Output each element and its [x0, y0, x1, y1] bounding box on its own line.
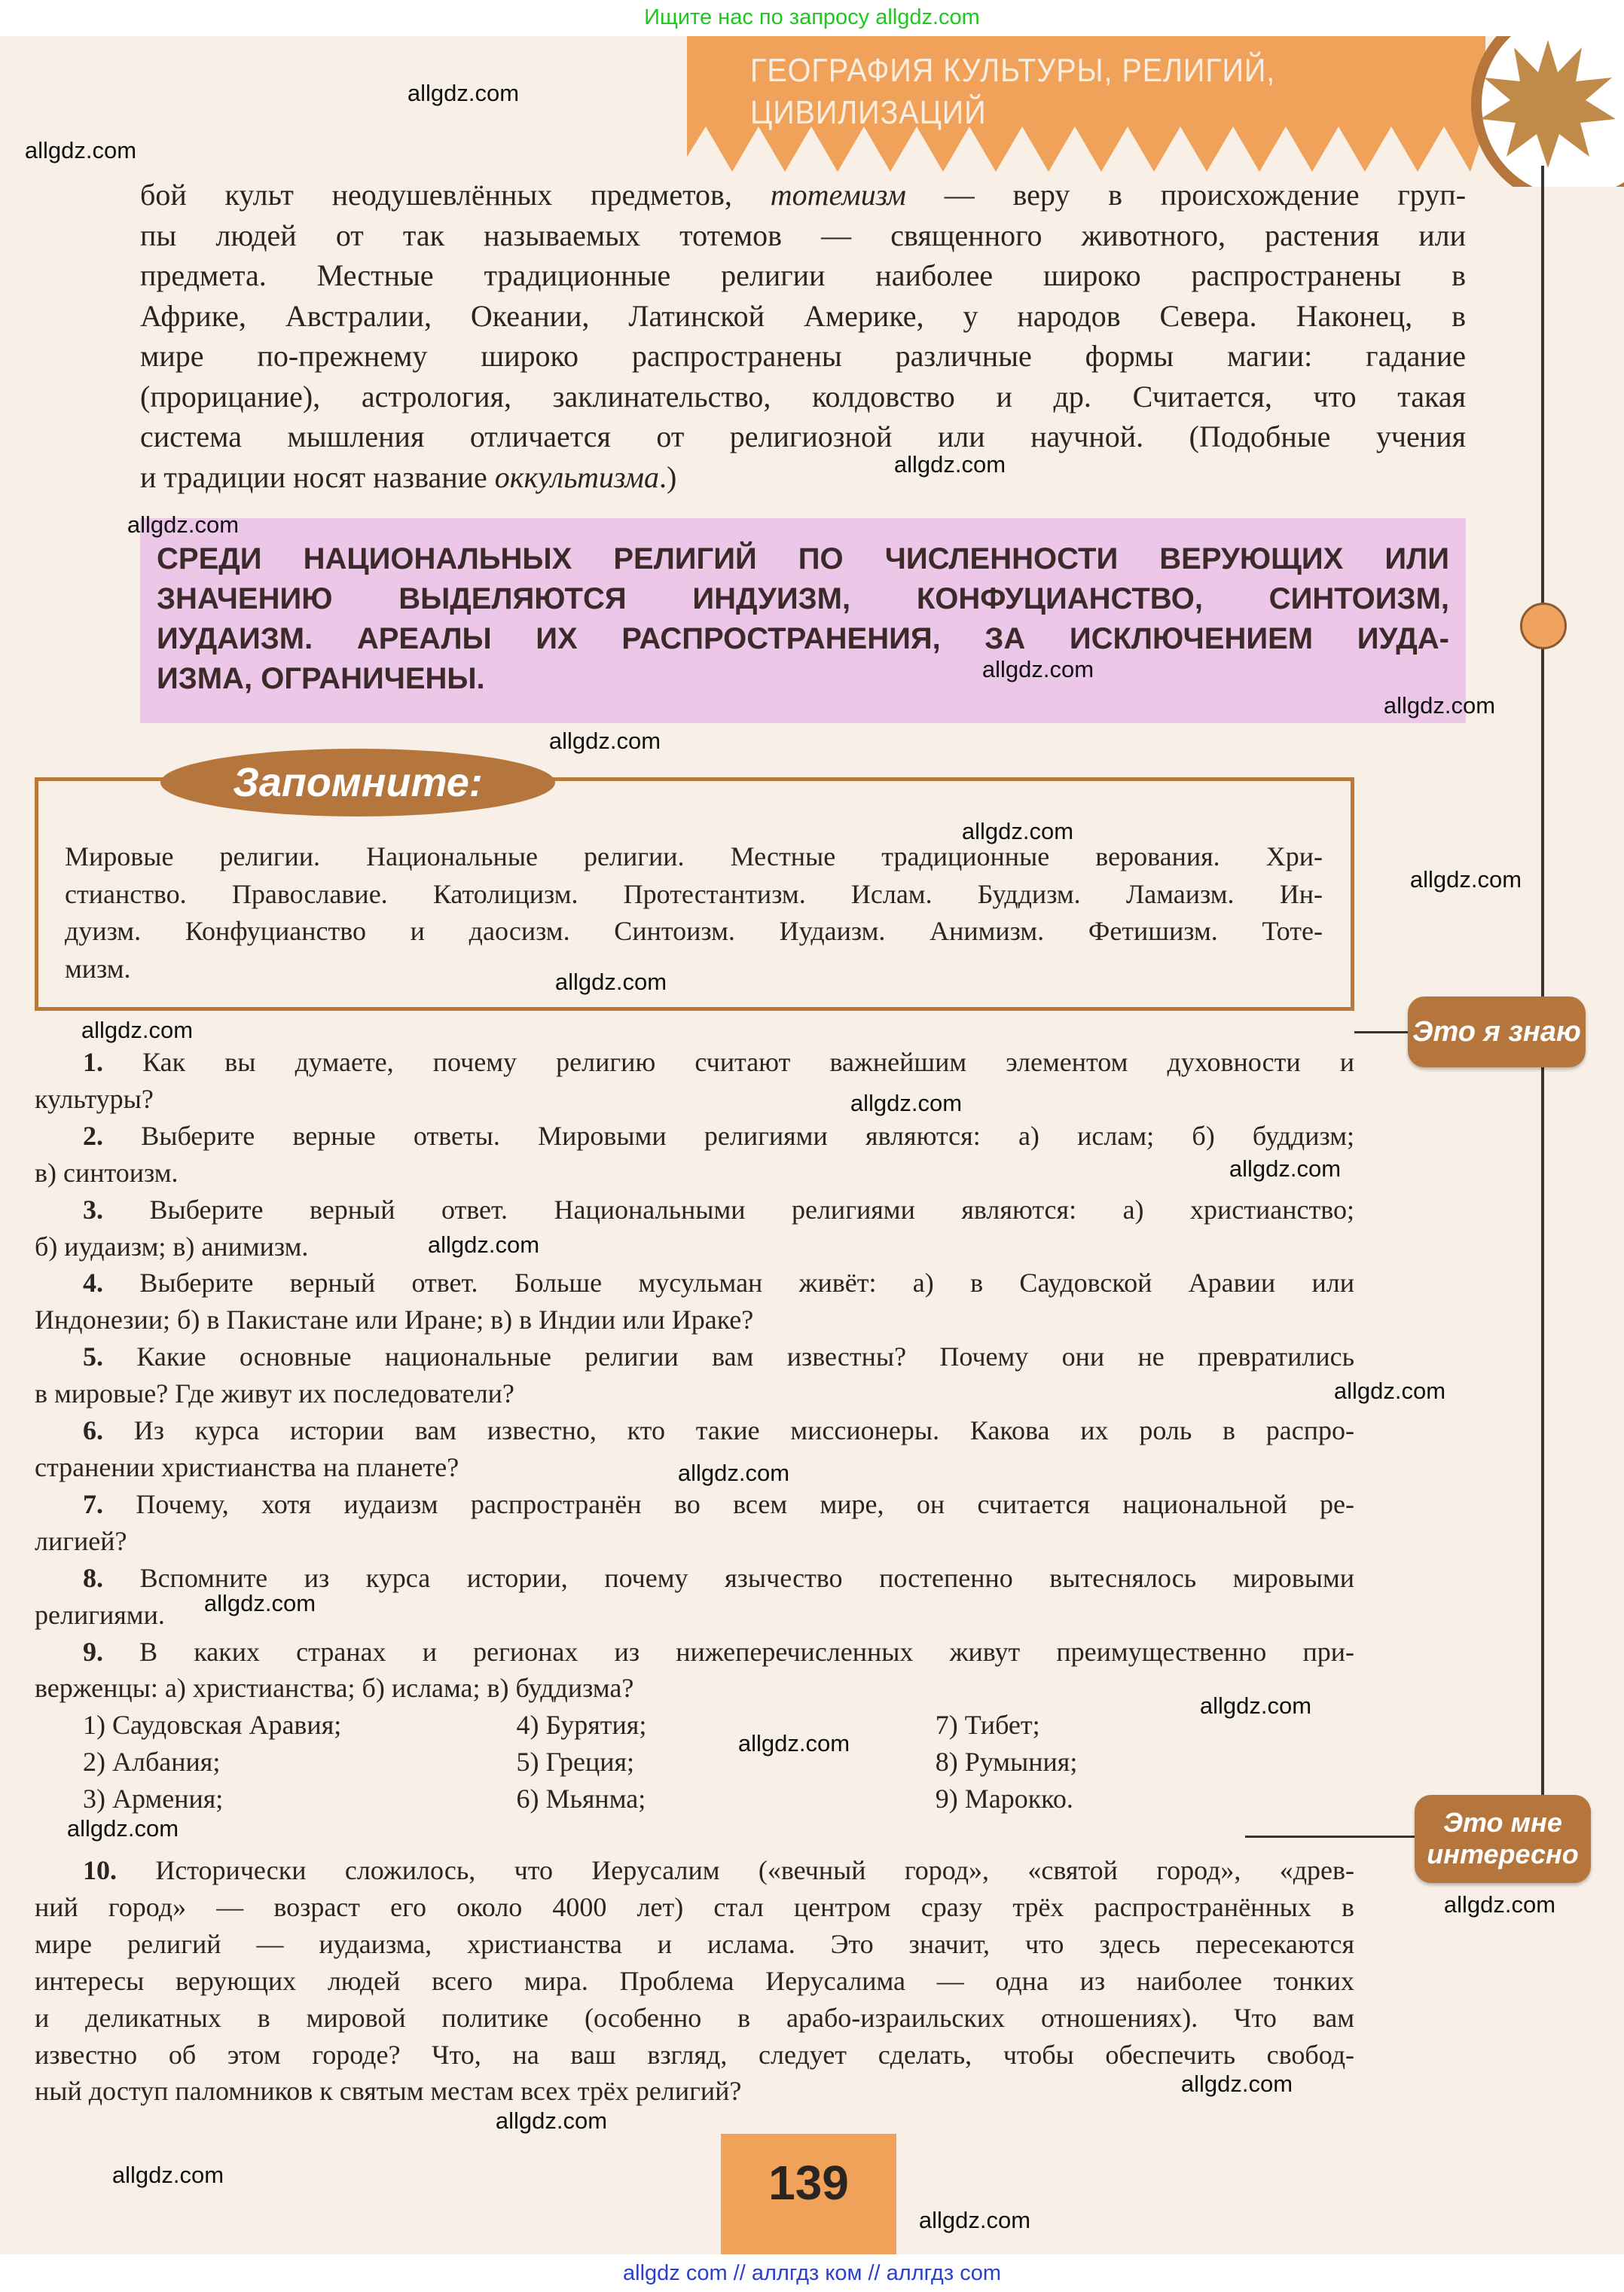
- watermark: allgdz.com: [24, 137, 137, 163]
- options-column: [516, 1707, 935, 1817]
- options-column: [83, 1707, 516, 1817]
- text-segment: ний город» — возраст его около 4000 лет) стал центром сразу трёх распространённых в: [35, 1891, 1354, 1922]
- text-line: [140, 296, 1466, 337]
- watermark: allgdz.com: [548, 728, 661, 754]
- text-segment: ный доступ паломников к святым местам всех трёх религий?: [35, 2076, 742, 2107]
- text-line: [140, 457, 1466, 498]
- text-line: ЗНАЧЕНИЮ ВЫДЕЛЯЮТСЯ ИНДУИЗМ, КОНФУЦИАНСТВО, СИНТОИЗМ,: [157, 582, 1449, 615]
- text-segment: (прорицание), астрология, заклинательство, колдовство и др. Считается, что такая: [140, 379, 1466, 414]
- question-item: [35, 1852, 1354, 2110]
- watermark: allgdz.com: [66, 1815, 179, 1842]
- text-line: [35, 1670, 1354, 1707]
- text-line: [35, 2000, 1354, 2037]
- answer-options: [35, 1707, 1354, 1817]
- chapter-title: [750, 50, 1275, 134]
- text-segment: в) синтоизм.: [35, 1157, 179, 1188]
- watermark: allgdz.com: [850, 1090, 963, 1116]
- answer-option: 4) Бурятия;: [516, 1710, 647, 1741]
- watermark: allgdz.com: [918, 2207, 1031, 2233]
- text-line: [35, 1338, 1354, 1375]
- text-line: [140, 215, 1466, 256]
- text-segment: б) иудаизм; в) анимизм.: [35, 1231, 309, 1262]
- question-number: 3.: [83, 1194, 103, 1225]
- text-segment: мире религий — иудаизма, христианства и ислама. Это значит, что здесь пересекаются: [35, 1928, 1354, 1959]
- text-line: ИУДАИЗМ. АРЕАЛЫ ИХ РАСПРОСТРАНЕНИЯ, ЗА ИСКЛЮЧЕНИЕМ ИУДА-: [157, 622, 1449, 655]
- text-segment: Вспомните из курса истории, почему язычество постепенно вытеснялось мировыми: [103, 1562, 1354, 1593]
- watermark: allgdz.com: [961, 818, 1074, 844]
- question-item: [35, 1192, 1354, 1265]
- text-line: ИЗМА, ОГРАНИЧЕНЫ.: [157, 662, 485, 695]
- watermark: allgdz.com: [495, 2107, 608, 2134]
- questions-list: [35, 1044, 1354, 2110]
- key-statement-box: [140, 518, 1466, 723]
- watermark: allgdz.com: [893, 451, 1006, 478]
- text-segment: Какие основные национальные религии вам известны? Почему они не превратились: [103, 1341, 1354, 1372]
- watermark: allgdz.com: [554, 969, 667, 995]
- text-line: [35, 1192, 1354, 1228]
- badge-line: интересно: [1427, 1839, 1579, 1869]
- question-number: 4.: [83, 1268, 103, 1299]
- text-line: дуизм. Конфуцианство и даосизм. Синтоизм. Иудаизм. Анимизм. Фетишизм. Тоте-: [65, 916, 1323, 946]
- question-item: [35, 1486, 1354, 1560]
- question-item: [35, 1265, 1354, 1338]
- watermark: allgdz.com: [1383, 692, 1496, 719]
- text-line: мизм.: [65, 953, 131, 984]
- text-line: [35, 1926, 1354, 1963]
- badge-connector: [1354, 1031, 1409, 1033]
- question-item: [35, 1634, 1354, 1818]
- badge-this-i-know: Это я знаю: [1408, 996, 1586, 1067]
- text-segment: известно об этом городе? Что, на ваш взгляд, следует сделать, чтобы обеспечить свобод-: [35, 2039, 1354, 2070]
- text-line: стианство. Православие. Католицизм. Протестантизм. Ислам. Буддизм. Ламаизм. Ин-: [65, 878, 1323, 909]
- text-segment: Индонезии; б) в Пакистане или Иране; в) в Индии или Ираке?: [35, 1305, 754, 1335]
- watermark: allgdz.com: [981, 656, 1094, 682]
- text-segment: интересы верующих людей всего мира. Проблема Иерусалима — одна из наиболее тонких: [35, 1965, 1354, 1996]
- text-line: Мировые религии. Национальные религии. Местные традиционные верования. Хри-: [65, 841, 1323, 871]
- text-line: [35, 1044, 1354, 1081]
- text-segment: Выберите верный ответ. Больше мусульман живёт: а) в Саудовской Аравии или: [103, 1268, 1354, 1299]
- text-line: [140, 255, 1466, 296]
- watermark: allgdz.com: [203, 1590, 316, 1616]
- text-segment: и традиции носят название: [140, 459, 495, 494]
- text-line: [35, 1302, 1354, 1338]
- answer-option: 3) Армения;: [83, 1784, 224, 1814]
- text-segment: Выберите верные ответы. Мировыми религиями являются: а) ислам; б) буддизм;: [103, 1120, 1354, 1151]
- question-number: 1.: [83, 1047, 103, 1077]
- text-line: [35, 1228, 1354, 1265]
- text-segment: мире по-прежнему широко распространены различные формы магии: гадание: [140, 339, 1466, 373]
- answer-option: 9) Марокко.: [935, 1784, 1073, 1814]
- answer-option: 5) Греция;: [516, 1747, 635, 1778]
- question-number: 9.: [83, 1636, 103, 1667]
- text-line: [35, 1412, 1354, 1449]
- text-segment: Из курса истории вам известно, кто такие миссионеры. Какова их роль в распро-: [103, 1415, 1354, 1446]
- italic-term: оккультизма: [494, 459, 660, 494]
- text-segment: система мышления отличается от религиозной или научной. (Подобные учения: [140, 420, 1466, 453]
- question-number: 8.: [83, 1562, 103, 1593]
- watermark: allgdz.com: [1229, 1155, 1342, 1182]
- badge-line: Это мне: [1443, 1807, 1562, 1838]
- watermark: allgdz.com: [1443, 1891, 1556, 1918]
- star-icon: [1461, 36, 1624, 187]
- answer-option: 6) Мьянма;: [516, 1784, 646, 1814]
- watermark: allgdz.com: [111, 2162, 224, 2188]
- text-segment: бой культ неодушевлённых предметов,: [140, 178, 771, 212]
- question-number: 2.: [83, 1120, 103, 1151]
- margin-node-icon: [1520, 603, 1567, 649]
- chapter-title-line1: ГЕОГРАФИЯ КУЛЬТУРЫ, РЕЛИГИЙ,: [750, 52, 1276, 89]
- text-segment: Исторически сложилось, что Иерусалим («вечный город», «святой город», «древ-: [117, 1855, 1354, 1886]
- text-line: [35, 2073, 1354, 2110]
- text-line: [35, 1375, 1354, 1412]
- text-segment: Выберите верный ответ. Национальными религиями являются: а) христианство;: [103, 1194, 1354, 1225]
- answer-option: 1) Саудовская Аравия;: [83, 1710, 342, 1741]
- bottom-banner: allgdz com // аллгдз ком // аллгдз com: [0, 2254, 1624, 2292]
- text-line: [140, 377, 1466, 417]
- question-number: 5.: [83, 1341, 103, 1372]
- watermark: allgdz.com: [81, 1017, 194, 1043]
- watermark: allgdz.com: [677, 1460, 790, 1486]
- question-number: 7.: [83, 1488, 103, 1519]
- text-line: [35, 1155, 1354, 1192]
- page-number: 139: [721, 2134, 896, 2254]
- text-line: СРЕДИ НАЦИОНАЛЬНЫХ РЕЛИГИЙ ПО ЧИСЛЕННОСТИ ВЕРУЮЩИХ ИЛИ: [157, 542, 1449, 575]
- text-segment: религиями.: [35, 1599, 165, 1630]
- text-line: [35, 1963, 1354, 2000]
- options-column: [936, 1707, 1354, 1817]
- answer-option: 8) Румыния;: [935, 1747, 1078, 1778]
- watermark: allgdz.com: [1180, 2071, 1293, 2097]
- text-segment: Почему, хотя иудаизм распространён во всем мире, он считается национальной ре-: [103, 1488, 1354, 1519]
- text-segment: культуры?: [35, 1083, 154, 1114]
- text-segment: лигией?: [35, 1525, 127, 1556]
- text-line: [140, 336, 1466, 377]
- text-segment: пы людей от так называемых тотемов — священного животного, растения или: [140, 218, 1466, 252]
- text-segment: верженцы: а) христианства; б) ислама; в) буддизма?: [35, 1673, 634, 1704]
- text-segment: предмета. Местные традиционные религии наиболее широко распространены в: [140, 258, 1466, 292]
- watermark: allgdz.com: [1333, 1378, 1446, 1404]
- top-banner: Ищите нас по запросу allgdz.com: [644, 5, 980, 29]
- text-line: [35, 2037, 1354, 2074]
- watermark: allgdz.com: [407, 80, 520, 106]
- question-item: [35, 1338, 1354, 1412]
- watermark: allgdz.com: [1409, 866, 1522, 893]
- text-line: [35, 1852, 1354, 1889]
- text-line: [140, 417, 1466, 457]
- text-line: [35, 1889, 1354, 1926]
- question-item: [35, 1118, 1354, 1192]
- answer-option: 2) Албания;: [83, 1747, 221, 1778]
- text-line: [35, 1523, 1354, 1560]
- text-segment: странении христианства на планете?: [35, 1451, 459, 1482]
- badge-this-interests-me: [1415, 1795, 1591, 1883]
- watermark: allgdz.com: [427, 1231, 540, 1258]
- text-line: [35, 1118, 1354, 1155]
- text-segment: — веру в происхождение груп-: [905, 178, 1467, 212]
- badge-connector: [1245, 1836, 1415, 1838]
- text-segment: и деликатных в мировой политике (особенно в арабо-израильских отношениях). Что вам: [35, 2002, 1354, 2033]
- italic-term: тотемизм: [770, 178, 906, 212]
- question-number: 6.: [83, 1415, 103, 1446]
- remember-terms: [65, 838, 1323, 987]
- watermark: allgdz.com: [127, 511, 240, 538]
- text-segment: В каких странах и регионах из нижеперечисленных живут преимущественно при-: [103, 1636, 1354, 1667]
- question-item: [35, 1044, 1354, 1118]
- watermark: allgdz.com: [737, 1730, 850, 1756]
- text-line: [35, 1081, 1354, 1118]
- intro-paragraph: [140, 175, 1466, 497]
- text-line: [35, 1486, 1354, 1523]
- chapter-title-line2: ЦИВИЛИЗАЦИЙ: [750, 94, 987, 131]
- text-segment: в мировые? Где живут их последователи?: [35, 1378, 514, 1409]
- text-segment: Как вы думаете, почему религию считают важнейшим элементом духовности и: [103, 1047, 1354, 1077]
- text-line: [35, 1265, 1354, 1302]
- answer-option: 7) Тибет;: [935, 1710, 1040, 1741]
- text-line: [35, 1634, 1354, 1671]
- watermark: allgdz.com: [1199, 1692, 1312, 1719]
- text-line: [140, 175, 1466, 215]
- question-number: 10.: [83, 1855, 117, 1886]
- text-segment: .): [659, 459, 677, 494]
- remember-label: Запомните:: [160, 749, 555, 816]
- text-segment: Африке, Австралии, Океании, Латинской Америке, у народов Севера. Наконец, в: [140, 298, 1466, 333]
